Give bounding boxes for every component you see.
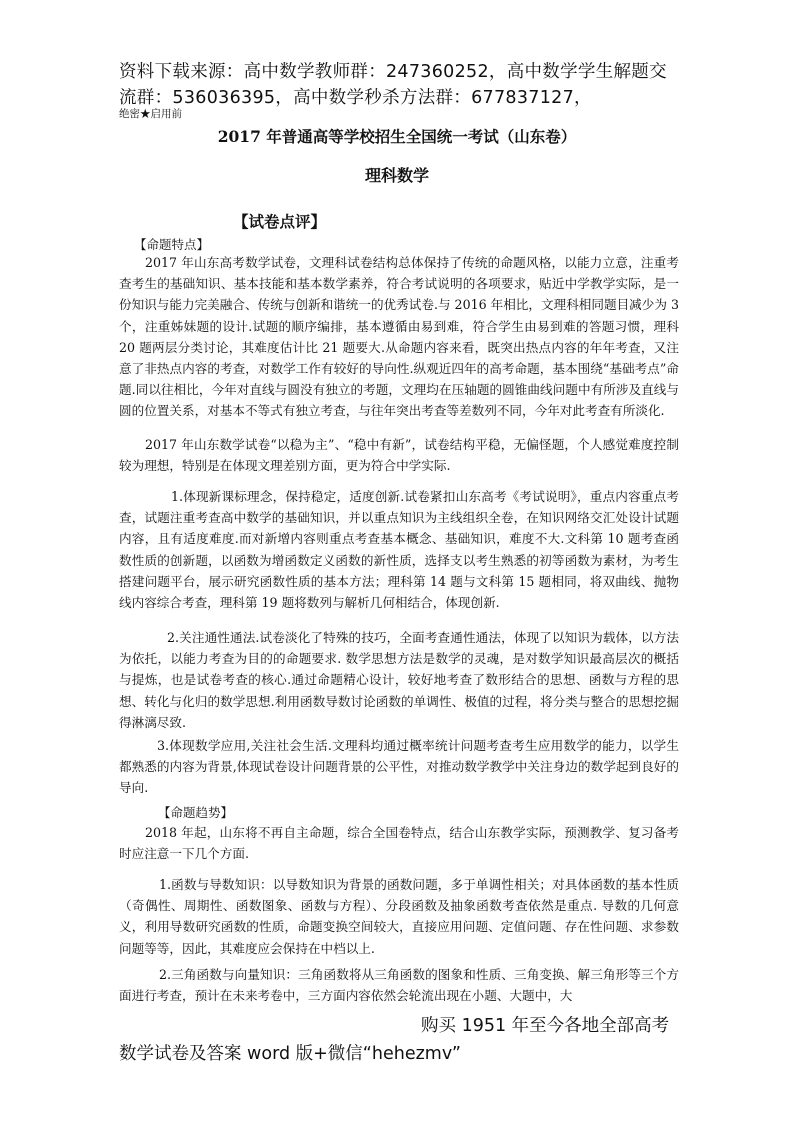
section-heading-trends: 【命题趋势】 bbox=[158, 805, 234, 820]
paragraph-trends-1: 2018 年起，山东将不再自主命题，综合全国卷特点，结合山东教学实际，预测教学、复习备考时应注意一下几个方面. bbox=[119, 825, 679, 862]
paragraph-features-4: 2.关注通性通法.试卷淡化了特殊的技巧，全面考查通性通法，体现了以知识为载体，以方法为依托，以能力考查为目的的命题要求. 数学思想方法是数学的灵魂，是对数学知识最高层次的概括与提炼，也是试卷考查的核心.通过命题精心设计，较好地考查了数形结合的思想、函数与方程的思想、转化与化归的数学思想.利用函数导数讨论函数的单调性、极值的过程，将分类与整合的思想挖掘得淋漓尽致. bbox=[119, 630, 679, 730]
paragraph-trends-3: 2.三角函数与向量知识：三角函数将从三角函数的图象和性质、三角变换、解三角形等三个方面进行考查，预计在未来考卷中，三方面内容依然会轮流出现在小题、大题中，大 bbox=[119, 967, 679, 1004]
source-header-line-2: 流群：536036395，高中数学秒杀方法群：677837127， bbox=[119, 88, 592, 108]
paragraph-features-5: 3.体现数学应用,关注社会生活.文理科均通过概率统计问题考查考生应用数学的能力，以学生都熟悉的内容为背景,体现试卷设计问题背景的公平性，对推动数学教学中关注身边的数学起到良好的导向. bbox=[119, 738, 679, 796]
exam-subtitle: 理科数学 bbox=[364, 166, 429, 185]
paragraph-features-2: 2017 年山东数学试卷“以稳为主”、“稳中有新”，试卷结构平稳，无偏怪题，个人感觉难度控制较为理想，特别是在体现文理差别方面，更为符合中学实际. bbox=[119, 437, 679, 474]
confidential-label: 绝密★启用前 bbox=[119, 108, 182, 120]
footer-ad-line-2: 数学试卷及答案 word 版+微信“hehezmv” bbox=[119, 1044, 461, 1064]
paragraph-features-1: 2017 年山东高考数学试卷，文理科试卷结构总体保持了传统的命题风格，以能力立意，注重考查考生的基础知识、基本技能和基本数学素养，符合考试说明的各项要求，贴近中学教学实际，是一份知识与能力完美融合、传统与创新和谐统一的优秀试卷.与 2016 年相比，文理科相同题目减少为 3 个，注重姊妹题的设计.试题的顺序编排，基本遵循由易到难，符合学生由易到难的答题习惯，理科 20 题两层分类讨论，其难度估计比 21 题要大.从命题内容来看，既突出热点内容的年年考查，又注意了非热点内容的考查，对数学工作有较好的导向性.纵观近四年的高考命题，基本围绕“基础考点”命题.同以往相比，今年对直线与圆没有独立的考题，文理均在压轴题的圆锥曲线问题中有所涉及直线与圆的位置关系，对基本不等式有独立考查，与往年突出考查等差数列不同，今年对此考查有所淡化. bbox=[119, 255, 679, 419]
paragraph-trends-2: 1.函数与导数知识：以导数知识为背景的函数问题，多于单调性相关；对具体函数的基本性质（奇偶性、周期性、函数图象、函数与方程）、分段函数及抽象函数考查依然是重点. 导数的几何意义，利用导数研究函数的性质，命题变换空间较大，直接应用问题、定值问题、存在性问题、求参数问题等等，因此，其难度应会保持在中档以上. bbox=[119, 877, 679, 956]
footer-ad-line-1: 购买 1951 年至今各地全部高考 bbox=[421, 1016, 670, 1036]
section-heading-features: 【命题特点】 bbox=[134, 237, 210, 252]
source-header-line-1: 资料下载来源：高中数学教师群：247360252，高中数学学生解题交 bbox=[119, 62, 667, 82]
paragraph-features-3: 1.体现新课标理念，保持稳定，适度创新.试卷紧扣山东高考《考试说明》，重点内容重点考查，试题注重考查高中数学的基础知识，并以重点知识为主线组织全卷，在知识网络交汇处设计试题内容，且有适度难度.而对新增内容则重点考查基本概念、基础知识，难度不大.文科第 10 题考查函数性质的创新题，以函数为增函数定义函数的新性质，选择支以考生熟悉的初等函数为素材，为考生搭建问题平台，展示研究函数性质的基本方法；理科第 14 题与文科第 15 题相同，将双曲线、抛物线内容综合考查，理科第 19 题将数列与解析几何相结合，体现创新. bbox=[119, 489, 679, 611]
review-heading: 【试卷点评】 bbox=[233, 212, 327, 231]
exam-title: 2017 年普通高等学校招生全国统一考试（山东卷） bbox=[217, 127, 577, 146]
